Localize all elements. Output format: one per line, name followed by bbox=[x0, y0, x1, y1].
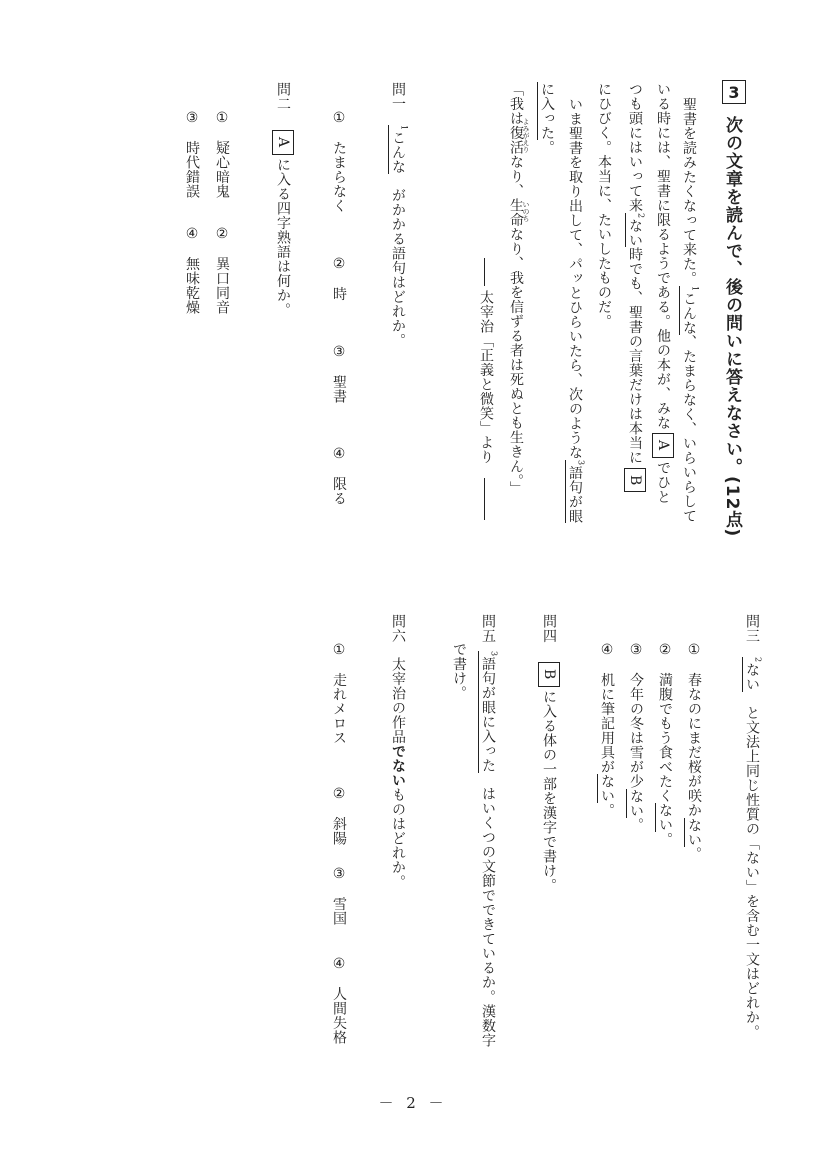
option-text: たまらなく bbox=[331, 140, 347, 213]
passage-line-2 bbox=[652, 82, 674, 504]
question-text: ものはどれか。 bbox=[390, 787, 406, 889]
q4-blank-box: B bbox=[538, 662, 560, 687]
q5-underline bbox=[478, 651, 499, 773]
emphasis-text: でない bbox=[390, 744, 406, 788]
blank-box-b: B bbox=[624, 468, 646, 493]
passage-line-3 bbox=[624, 82, 646, 495]
instruction-text: 次の文章を読んで、後の問いに答えなさい。 bbox=[722, 116, 742, 476]
option-text: 疑心暗鬼 bbox=[214, 140, 230, 199]
option-text: 今年の冬は雪が少 bbox=[628, 672, 644, 789]
option-number: ③ bbox=[331, 344, 347, 361]
mark-number: 3 bbox=[576, 459, 586, 466]
q1-option-1[interactable] bbox=[331, 110, 347, 213]
option-number: ② bbox=[331, 256, 347, 273]
option-text: 春なのにまだ桜が咲か bbox=[686, 672, 702, 818]
q2-blank-box: A bbox=[272, 130, 294, 155]
option-number: ④ bbox=[599, 642, 615, 659]
q1-option-4[interactable] bbox=[331, 446, 347, 506]
underline-3-cont bbox=[537, 82, 555, 140]
passage-quote bbox=[508, 82, 524, 496]
option-text: 限る bbox=[331, 476, 347, 506]
source-dash-top bbox=[484, 258, 485, 286]
q3-option-1[interactable] bbox=[686, 642, 702, 861]
passage-text: 。 bbox=[539, 140, 555, 155]
section-instruction bbox=[722, 116, 742, 537]
option-text: 時 bbox=[331, 286, 347, 301]
question-text: に入る体の一部を漢字で書け。 bbox=[541, 689, 557, 893]
passage-text: にひびく。本当に、たいしたものだ。 bbox=[596, 82, 612, 329]
question-label: 問三 bbox=[744, 614, 760, 643]
question-label: 問五 bbox=[480, 614, 496, 643]
question-label: 問二 bbox=[275, 82, 291, 111]
mark-number: 1 bbox=[690, 285, 700, 292]
q1-underline bbox=[388, 125, 409, 175]
q2-option-2[interactable] bbox=[214, 226, 230, 315]
source-dash-bottom bbox=[484, 478, 485, 520]
option-number: ③ bbox=[184, 110, 200, 127]
q3-option-2[interactable] bbox=[657, 642, 673, 847]
question-label: 問一 bbox=[390, 82, 406, 111]
option-number: ② bbox=[214, 226, 230, 243]
underlined-text: こんな bbox=[681, 291, 697, 335]
option-number: ③ bbox=[331, 866, 347, 883]
option-underline: ない bbox=[657, 803, 673, 832]
option-text: 。 bbox=[686, 846, 702, 861]
underlined-text: に入った bbox=[539, 82, 555, 140]
q3-option-4[interactable] bbox=[599, 642, 615, 818]
option-text: 聖書 bbox=[331, 374, 347, 404]
blank-box-a: A bbox=[652, 433, 674, 458]
passage-line-1 bbox=[681, 97, 699, 523]
option-text: 。 bbox=[628, 817, 644, 832]
underline-2 bbox=[625, 212, 646, 248]
passage-text: 聖書を読みたくなって来た。 bbox=[681, 97, 697, 286]
points-text: (12点) bbox=[722, 476, 742, 538]
ruby-inochi: いのち bbox=[522, 201, 530, 222]
question-1-stem bbox=[390, 82, 408, 348]
q1-option-3[interactable] bbox=[331, 344, 347, 404]
option-text: 走れメロス bbox=[331, 672, 347, 745]
question-5-stem bbox=[480, 614, 498, 1048]
underlined-text: ない bbox=[627, 218, 643, 248]
option-underline: ない bbox=[628, 788, 644, 818]
question-text: 太宰治の作品 bbox=[390, 657, 406, 744]
option-text: 雪国 bbox=[331, 896, 347, 926]
question-label: 問四 bbox=[541, 614, 557, 643]
page-number: － 2 － bbox=[378, 1094, 448, 1112]
option-number: ① bbox=[686, 642, 702, 659]
underlined-text: ない bbox=[744, 662, 760, 692]
passage-text: 、たまらなく、いらいらして bbox=[681, 334, 697, 524]
q6-option-3[interactable] bbox=[331, 866, 347, 926]
option-underline: ない bbox=[686, 817, 702, 847]
question-4-stem bbox=[538, 614, 560, 893]
option-number: ④ bbox=[184, 226, 200, 243]
q6-option-2[interactable] bbox=[331, 786, 347, 846]
question-text: がかかる語句はどれか。 bbox=[390, 188, 406, 348]
passage-text: いま聖書を取り出して、パッとひらいたら、次のような bbox=[567, 97, 583, 460]
section-number: 3 bbox=[722, 80, 746, 104]
ruby-fukkatsu: よみがえり bbox=[522, 118, 530, 153]
option-text: 机に筆記用具が bbox=[599, 672, 615, 774]
passage-text: いる時には、聖書に限るようである。他の本が、みな bbox=[655, 82, 671, 430]
option-number: ② bbox=[331, 786, 347, 803]
option-text: 満腹でもう食べたく bbox=[657, 672, 673, 803]
option-text: 異口同音 bbox=[214, 256, 230, 315]
mark-number: 1 bbox=[399, 125, 409, 131]
q3-underline bbox=[742, 657, 763, 692]
question-text: はいくつの文節でできているか。漢数字 bbox=[480, 786, 496, 1048]
q3-option-3[interactable] bbox=[628, 642, 644, 832]
mark-number: 2 bbox=[636, 212, 646, 219]
option-number: ① bbox=[331, 642, 347, 659]
underlined-text: 語句が眼に入った bbox=[480, 656, 496, 773]
option-number: ② bbox=[657, 642, 673, 659]
question-text: と文法上同じ性質の「ない」を含む一文はどれか。 bbox=[744, 705, 760, 1040]
option-number: ③ bbox=[628, 642, 644, 659]
option-text: 人間失格 bbox=[331, 986, 347, 1045]
quote-text: 「我は復活なり、生命なり、我を信ずる者は死ぬとも生きん。」 bbox=[508, 82, 524, 496]
passage-line-4 bbox=[596, 82, 612, 329]
question-text: に入る四字熟語は何か。 bbox=[275, 157, 291, 318]
question-3-stem bbox=[744, 614, 762, 1039]
passage-text: つも頭にはいって来 bbox=[627, 82, 643, 213]
question-label: 問六 bbox=[390, 614, 406, 643]
q2-option-3[interactable] bbox=[184, 110, 200, 199]
option-number: ④ bbox=[331, 446, 347, 463]
option-text: 時代錯誤 bbox=[184, 140, 200, 199]
passage-line-5 bbox=[567, 97, 585, 523]
passage-text: 時でも、聖書の言葉だけは本当に bbox=[627, 247, 643, 465]
q6-option-1[interactable] bbox=[331, 642, 347, 745]
option-text: 。 bbox=[657, 832, 673, 847]
question-2-stem bbox=[272, 82, 294, 317]
underline-3 bbox=[565, 459, 586, 524]
mark-number: 2 bbox=[753, 657, 763, 663]
passage-line-6 bbox=[539, 82, 555, 155]
q1-option-2[interactable] bbox=[331, 256, 347, 301]
option-text: 斜陽 bbox=[331, 816, 347, 846]
option-underline: ない bbox=[599, 774, 615, 803]
underlined-text: 語句が眼 bbox=[567, 465, 583, 524]
option-number: ① bbox=[331, 110, 347, 127]
q6-option-4[interactable] bbox=[331, 956, 347, 1045]
option-number: ④ bbox=[331, 956, 347, 973]
q2-option-4[interactable] bbox=[184, 226, 200, 315]
passage-text: でひと bbox=[655, 460, 671, 505]
source-citation: 太宰治「正義と微笑」より bbox=[478, 290, 494, 464]
question-6-stem bbox=[390, 614, 406, 889]
option-number: ① bbox=[214, 110, 230, 127]
underline-1 bbox=[679, 285, 700, 335]
question-5-stem-cont: で書け。 bbox=[451, 642, 467, 700]
option-text: 。 bbox=[599, 803, 615, 818]
q2-option-1[interactable] bbox=[214, 110, 230, 199]
mark-number: 3 bbox=[489, 651, 499, 657]
option-text: 無味乾燥 bbox=[184, 256, 200, 315]
underlined-text: こんな bbox=[390, 130, 406, 175]
